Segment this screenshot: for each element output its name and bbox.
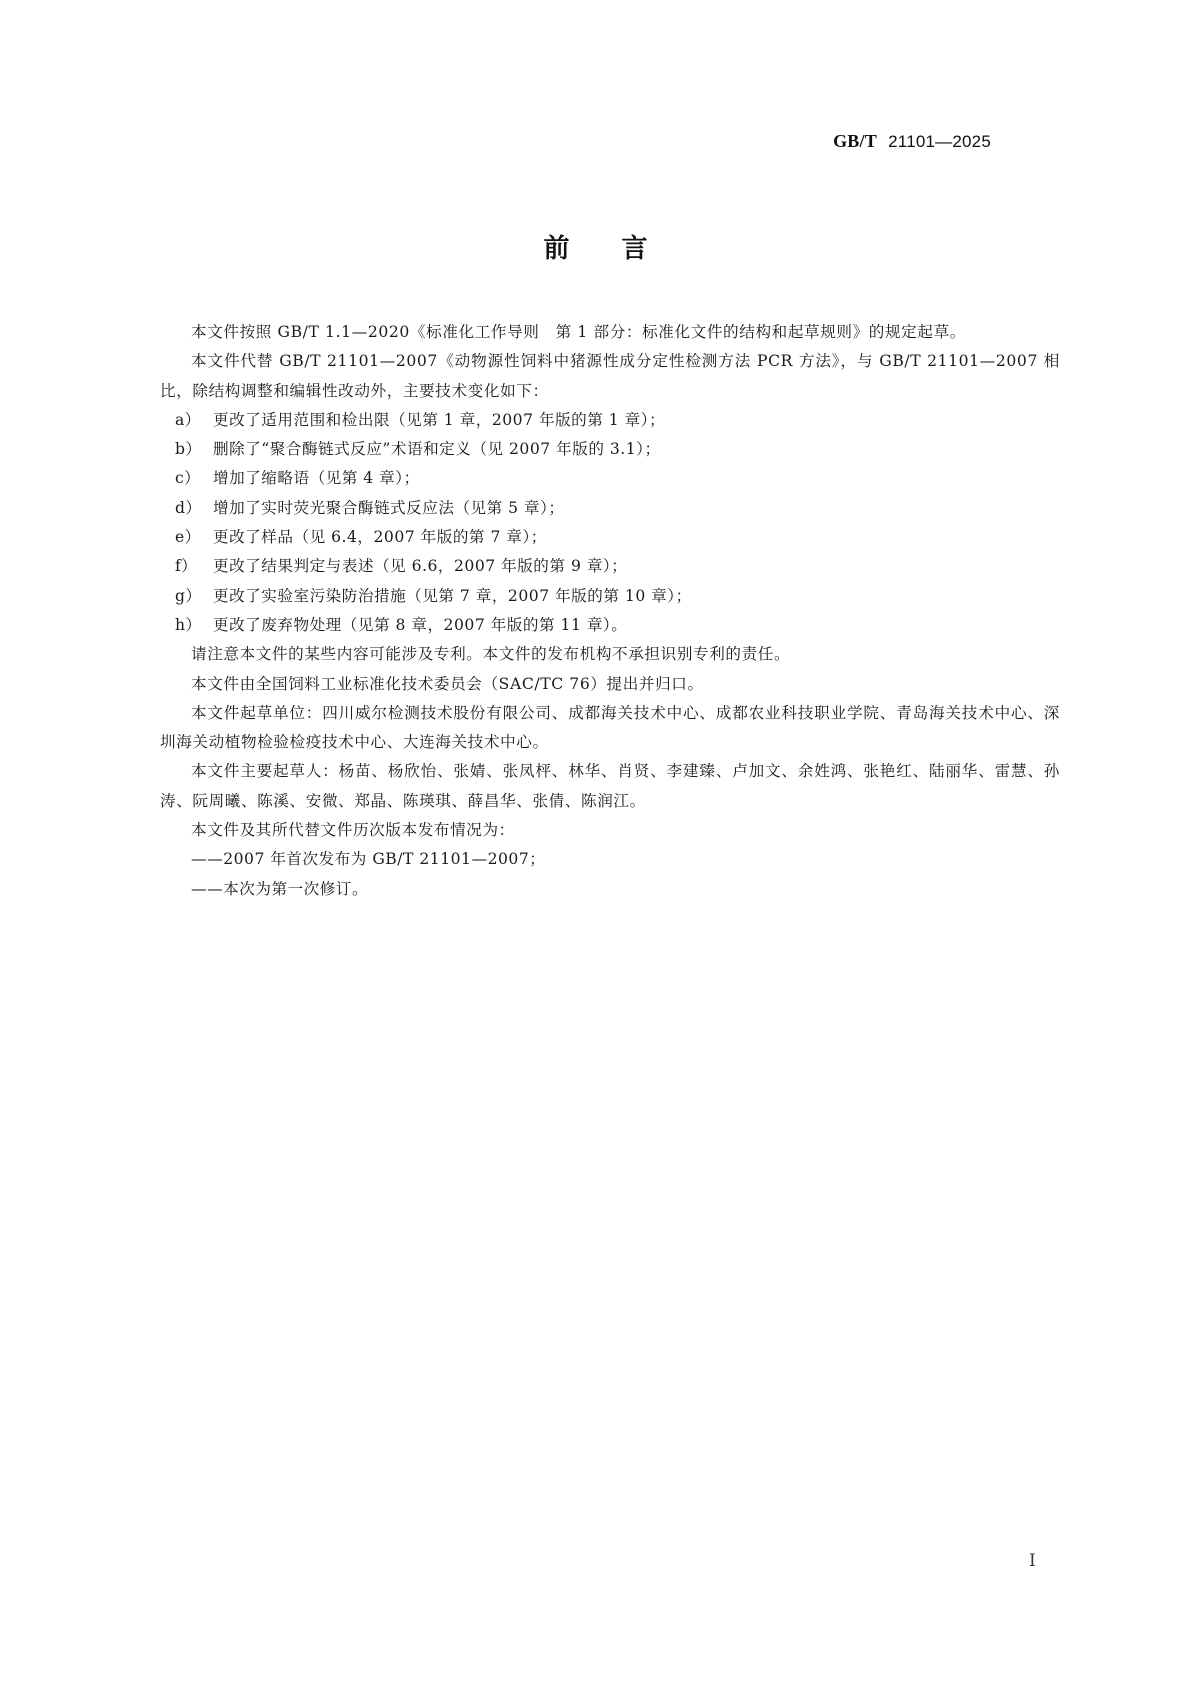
list-item-text: 增加了缩略语（见第 4 章）； (213, 469, 420, 488)
paragraph-drafting-rules: 本文件按照 GB/T 1.1—2020《标准化工作导则 第 1 部分：标准化文件的结构和起草规则》的规定起草。 (191, 323, 966, 341)
changes-list (160, 406, 1060, 640)
paragraph-history-intro: 本文件及其所代替文件历次版本发布情况为： (191, 821, 515, 840)
page-number: I (1029, 1551, 1036, 1571)
list-item (160, 464, 1060, 493)
paragraph-drafting-units: 本文件起草单位：四川威尔检测技术股份有限公司、成都海关技术中心、成都农业科技职业学院、青岛海关技术中心、深圳海关动植物检验检疫技术中心、大连海关技术中心。 (160, 703, 1060, 752)
list-item-label: d） (175, 498, 202, 517)
history-item: ——2007 年首次发布为 GB/T 21101—2007； (191, 850, 546, 869)
standard-number: 21101—2025 (888, 132, 991, 151)
history-item: ——本次为第一次修订。 (191, 879, 369, 898)
list-item-text: 删除了“聚合酶链式反应”术语和定义（见 2007 年版的 3.1）； (213, 440, 661, 459)
foreword-body (160, 318, 1060, 904)
list-item-text: 更改了结果判定与表述（见 6.6，2007 年版的第 9 章）； (213, 557, 628, 576)
paragraph-patent-notice: 请注意本文件的某些内容可能涉及专利。本文件的发布机构不承担识别专利的责任。 (191, 645, 791, 664)
list-item-text: 更改了废弃物处理（见第 8 章，2007 年版的第 11 章）。 (213, 615, 628, 634)
list-item-label: h） (175, 615, 202, 634)
list-item-text: 更改了样品（见 6.4，2007 年版的第 7 章）； (213, 528, 547, 547)
page-title (0, 228, 1191, 265)
list-item-label: f） (175, 557, 198, 576)
list-item-text: 更改了适用范围和检出限（见第 1 章，2007 年版的第 1 章）； (213, 410, 666, 429)
list-item (160, 406, 1060, 435)
list-item-text: 增加了实时荧光聚合酶链式反应法（见第 5 章）； (213, 498, 565, 517)
list-item (160, 435, 1060, 464)
list-item-label: g） (175, 586, 202, 605)
list-item (160, 611, 1060, 640)
standard-code (833, 131, 991, 152)
list-item (160, 552, 1060, 581)
standard-prefix: GB/T (833, 131, 877, 151)
paragraph-proposer: 本文件由全国饲料工业标准化技术委员会（SAC/TC 76）提出并归口。 (191, 674, 704, 693)
list-item-label: b） (175, 440, 202, 459)
list-item-label: e） (175, 528, 201, 547)
title-char-2: 言 (621, 234, 648, 264)
paragraph-replacement: 本文件代替 GB/T 21101—2007《动物源性饲料中猪源性成分定性检测方法 PCR 方法》，与 GB/T 21101—2007 相比，除结构调整和编辑性改动外，主要技术变化如下： (160, 352, 1060, 400)
list-item (160, 582, 1060, 611)
list-item-label: c） (175, 469, 201, 488)
list-item (160, 523, 1060, 552)
list-item-text: 更改了实验室污染防治措施（见第 7 章，2007 年版的第 10 章）； (213, 586, 692, 605)
list-item-label: a） (175, 410, 201, 429)
paragraph-drafters: 本文件主要起草人：杨苗、杨欣怡、张婧、张凤枰、林华、肖贤、李建臻、卢加文、余姓鸿、张艳红、陆丽华、雷慧、孙涛、阮周曦、陈溪、安微、郑晶、陈瑛琪、薛昌华、张倩、陈润江。 (160, 762, 1060, 810)
list-item (160, 494, 1060, 523)
title-char-1: 前 (543, 234, 570, 264)
